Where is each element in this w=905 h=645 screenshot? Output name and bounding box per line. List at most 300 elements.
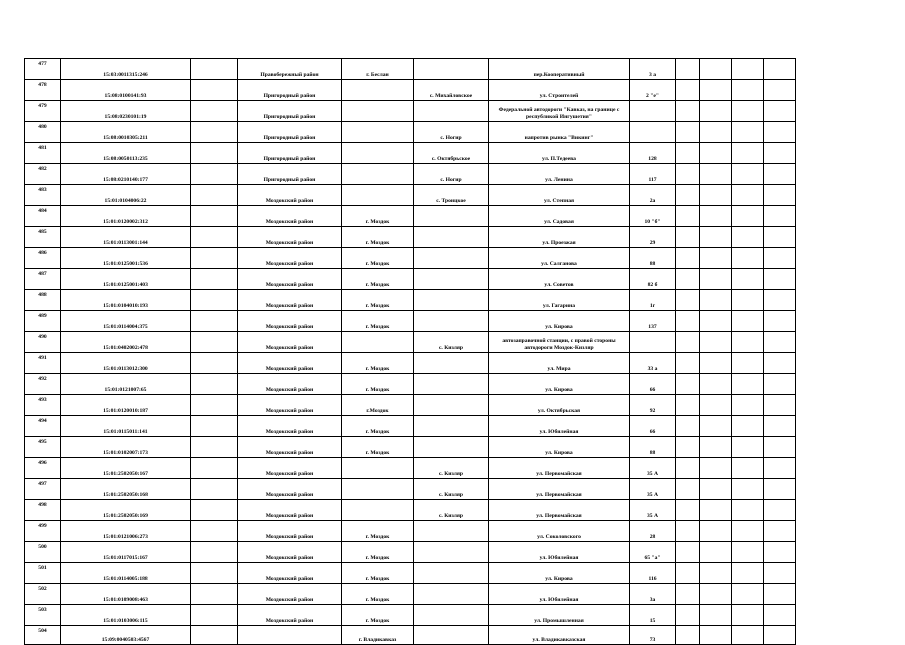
empty-cell — [676, 164, 700, 185]
table-row — [25, 311, 796, 332]
empty-cell — [764, 542, 796, 563]
empty-cell — [700, 479, 732, 500]
street-cell: ул. Кирова — [489, 437, 630, 458]
empty-cell — [191, 101, 238, 122]
house-number-cell: 35 А — [630, 479, 676, 500]
house-number-cell: 88 — [630, 437, 676, 458]
street-cell: автозаправочной станции, с правой стороны автодороги Моздок-Кизляр — [489, 332, 630, 353]
village-cell: с. Кизляр — [414, 500, 489, 521]
district-cell: Моздокский район — [238, 542, 342, 563]
cadastral-number-cell: 15:01:0115011:141 — [61, 416, 191, 437]
village-cell — [414, 437, 489, 458]
empty-cell — [191, 416, 238, 437]
empty-cell — [676, 374, 700, 395]
empty-cell — [676, 311, 700, 332]
district-cell: Моздокский район — [238, 206, 342, 227]
district-cell: Моздокский район — [238, 437, 342, 458]
cadastral-number-cell: 15:01:0103006:115 — [61, 605, 191, 626]
empty-cell — [732, 269, 764, 290]
empty-cell — [764, 353, 796, 374]
village-cell — [414, 227, 489, 248]
empty-cell — [676, 80, 700, 101]
city-cell: г. Моздок — [342, 353, 414, 374]
street-cell: ул. Советов — [489, 269, 630, 290]
house-number-cell: 3а — [630, 584, 676, 605]
empty-cell — [700, 206, 732, 227]
empty-cell — [732, 143, 764, 164]
empty-cell — [676, 395, 700, 416]
street-cell: ул. Юбилейная — [489, 542, 630, 563]
cadastral-number-cell: 15:01:0117015:167 — [61, 542, 191, 563]
empty-cell — [676, 626, 700, 645]
empty-cell — [676, 59, 700, 80]
empty-cell — [676, 122, 700, 143]
empty-cell — [700, 227, 732, 248]
village-cell: с. Кизляр — [414, 479, 489, 500]
row-number-cell: 482 — [25, 164, 61, 185]
table-row — [25, 122, 796, 143]
table-row — [25, 626, 796, 645]
empty-cell — [764, 185, 796, 206]
empty-cell — [764, 59, 796, 80]
empty-cell — [732, 332, 764, 353]
city-cell: г. Моздок — [342, 542, 414, 563]
street-cell: ул. Салганова — [489, 248, 630, 269]
empty-cell — [191, 374, 238, 395]
city-cell — [342, 458, 414, 479]
empty-cell — [700, 563, 732, 584]
row-number-cell: 493 — [25, 395, 61, 416]
empty-cell — [676, 185, 700, 206]
house-number-cell — [630, 332, 676, 353]
table-row — [25, 458, 796, 479]
empty-cell — [700, 311, 732, 332]
empty-cell — [732, 542, 764, 563]
empty-cell — [700, 500, 732, 521]
empty-cell — [764, 122, 796, 143]
village-cell — [414, 248, 489, 269]
street-cell: пер.Кооперативный — [489, 59, 630, 80]
city-cell — [342, 101, 414, 122]
street-cell: ул. Кирова — [489, 563, 630, 584]
cadastral-number-cell: 15:01:2502050:169 — [61, 500, 191, 521]
house-number-cell: 137 — [630, 311, 676, 332]
village-cell — [414, 395, 489, 416]
district-cell: Пригородный район — [238, 143, 342, 164]
empty-cell — [732, 479, 764, 500]
street-cell: ул. Садовая — [489, 206, 630, 227]
empty-cell — [764, 458, 796, 479]
empty-cell — [191, 143, 238, 164]
city-cell: г. Моздок — [342, 437, 414, 458]
table-row — [25, 521, 796, 542]
cadastral-number-cell: 15:08:0100141:93 — [61, 80, 191, 101]
empty-cell — [191, 227, 238, 248]
house-number-cell: 73 — [630, 626, 676, 645]
city-cell — [342, 185, 414, 206]
house-number-cell: 65 "а" — [630, 542, 676, 563]
district-cell: Моздокский район — [238, 269, 342, 290]
empty-cell — [191, 479, 238, 500]
cadastral-number-cell: 15:01:0104010:193 — [61, 290, 191, 311]
district-cell: Моздокский район — [238, 479, 342, 500]
empty-cell — [700, 185, 732, 206]
row-number-cell: 480 — [25, 122, 61, 143]
village-cell — [414, 563, 489, 584]
row-number-cell: 477 — [25, 59, 61, 80]
cadastral-number-cell: 15:01:2502050:167 — [61, 458, 191, 479]
row-number-cell: 494 — [25, 416, 61, 437]
empty-cell — [764, 143, 796, 164]
table-row — [25, 269, 796, 290]
city-cell: г. Беслан — [342, 59, 414, 80]
row-number-cell: 503 — [25, 605, 61, 626]
empty-cell — [191, 248, 238, 269]
empty-cell — [732, 80, 764, 101]
empty-cell — [191, 395, 238, 416]
house-number-cell: 82 б — [630, 269, 676, 290]
district-cell: Моздокский район — [238, 458, 342, 479]
village-cell — [414, 206, 489, 227]
district-cell: Моздокский район — [238, 227, 342, 248]
row-number-cell: 479 — [25, 101, 61, 122]
empty-cell — [191, 563, 238, 584]
table-row — [25, 416, 796, 437]
empty-cell — [764, 521, 796, 542]
row-number-cell: 491 — [25, 353, 61, 374]
street-cell: ул. Промышленная — [489, 605, 630, 626]
empty-cell — [732, 500, 764, 521]
empty-cell — [676, 248, 700, 269]
empty-cell — [764, 374, 796, 395]
table-row — [25, 395, 796, 416]
empty-cell — [676, 332, 700, 353]
district-cell: Моздокский район — [238, 353, 342, 374]
street-cell: ул. Мира — [489, 353, 630, 374]
house-number-cell: 10 "б" — [630, 206, 676, 227]
empty-cell — [764, 332, 796, 353]
empty-cell — [732, 164, 764, 185]
city-cell: г. Моздок — [342, 311, 414, 332]
city-cell: г. Моздок — [342, 227, 414, 248]
table-row — [25, 479, 796, 500]
empty-cell — [764, 605, 796, 626]
row-number-cell: 490 — [25, 332, 61, 353]
district-cell: Моздокский район — [238, 416, 342, 437]
city-cell: г. Моздок — [342, 416, 414, 437]
district-cell: Пригородный район — [238, 164, 342, 185]
table-row — [25, 605, 796, 626]
empty-cell — [732, 101, 764, 122]
district-cell: Моздокский район — [238, 605, 342, 626]
empty-cell — [191, 290, 238, 311]
empty-cell — [676, 416, 700, 437]
row-number-cell: 483 — [25, 185, 61, 206]
row-number-cell: 498 — [25, 500, 61, 521]
house-number-cell: 116 — [630, 563, 676, 584]
village-cell — [414, 311, 489, 332]
table-row — [25, 563, 796, 584]
village-cell — [414, 416, 489, 437]
empty-cell — [700, 269, 732, 290]
row-number-cell: 487 — [25, 269, 61, 290]
empty-cell — [676, 206, 700, 227]
street-cell: ул. Кирова — [489, 311, 630, 332]
empty-cell — [191, 122, 238, 143]
empty-cell — [191, 542, 238, 563]
city-cell: г. Моздок — [342, 521, 414, 542]
village-cell: с. Ногир — [414, 164, 489, 185]
empty-cell — [764, 206, 796, 227]
village-cell — [414, 521, 489, 542]
street-cell: ул. П.Тедеева — [489, 143, 630, 164]
row-number-cell: 478 — [25, 80, 61, 101]
empty-cell — [764, 584, 796, 605]
empty-cell — [191, 605, 238, 626]
empty-cell — [764, 227, 796, 248]
empty-cell — [732, 563, 764, 584]
district-cell: Моздокский район — [238, 185, 342, 206]
village-cell: с. Михайловское — [414, 80, 489, 101]
house-number-cell: 88 — [630, 248, 676, 269]
district-cell: Моздокский район — [238, 584, 342, 605]
house-number-cell: 117 — [630, 164, 676, 185]
table-row — [25, 353, 796, 374]
row-number-cell: 501 — [25, 563, 61, 584]
street-cell: ул. Проезжая — [489, 227, 630, 248]
village-cell — [414, 353, 489, 374]
city-cell — [342, 143, 414, 164]
cadastral-number-cell: 15:01:0113012:300 — [61, 353, 191, 374]
street-cell: ул. Строителей — [489, 80, 630, 101]
cadastral-number-cell: 15:01:0120002:312 — [61, 206, 191, 227]
empty-cell — [732, 395, 764, 416]
empty-cell — [676, 227, 700, 248]
city-cell: г. Моздок — [342, 269, 414, 290]
cadastral-number-cell: 15:01:0125001:536 — [61, 248, 191, 269]
table-row — [25, 164, 796, 185]
district-cell: Моздокский район — [238, 311, 342, 332]
empty-cell — [700, 395, 732, 416]
district-cell: Правобережный район — [238, 59, 342, 80]
table-row — [25, 542, 796, 563]
cadastral-number-cell: 15:08:0210140:177 — [61, 164, 191, 185]
street-cell: ул. Ленина — [489, 164, 630, 185]
empty-cell — [191, 185, 238, 206]
village-cell — [414, 101, 489, 122]
house-number-cell — [630, 101, 676, 122]
row-number-cell: 486 — [25, 248, 61, 269]
empty-cell — [191, 458, 238, 479]
empty-cell — [191, 206, 238, 227]
row-number-cell: 496 — [25, 458, 61, 479]
district-cell: Моздокский район — [238, 332, 342, 353]
empty-cell — [676, 458, 700, 479]
district-cell: Пригородный район — [238, 101, 342, 122]
village-cell — [414, 269, 489, 290]
cadastral-number-cell: 15:01:0121006:273 — [61, 521, 191, 542]
table-row — [25, 227, 796, 248]
empty-cell — [700, 353, 732, 374]
table-row — [25, 584, 796, 605]
empty-cell — [676, 563, 700, 584]
empty-cell — [700, 143, 732, 164]
cadastral-number-cell: 15:01:0104006:22 — [61, 185, 191, 206]
house-number-cell: 92 — [630, 395, 676, 416]
empty-cell — [732, 416, 764, 437]
empty-cell — [732, 206, 764, 227]
village-cell: с. Кизляр — [414, 332, 489, 353]
empty-cell — [764, 248, 796, 269]
city-cell — [342, 164, 414, 185]
row-number-cell: 484 — [25, 206, 61, 227]
village-cell — [414, 626, 489, 645]
empty-cell — [764, 269, 796, 290]
street-cell: напротив рынка "Викинг" — [489, 122, 630, 143]
street-cell: ул. Первомайская — [489, 479, 630, 500]
cadastral-number-cell: 15:01:0121007:65 — [61, 374, 191, 395]
house-number-cell: 66 — [630, 416, 676, 437]
village-cell — [414, 542, 489, 563]
house-number-cell: 35 А — [630, 500, 676, 521]
empty-cell — [676, 584, 700, 605]
cadastral-number-cell: 15:08:0230101:19 — [61, 101, 191, 122]
empty-cell — [676, 500, 700, 521]
house-number-cell: 66 — [630, 374, 676, 395]
street-cell: ул. Кирова — [489, 374, 630, 395]
empty-cell — [732, 605, 764, 626]
house-number-cell: 15 — [630, 605, 676, 626]
empty-cell — [732, 311, 764, 332]
empty-cell — [764, 101, 796, 122]
empty-cell — [764, 479, 796, 500]
row-number-cell: 489 — [25, 311, 61, 332]
village-cell — [414, 290, 489, 311]
street-cell: ул. Соколовского — [489, 521, 630, 542]
empty-cell — [732, 185, 764, 206]
empty-cell — [732, 248, 764, 269]
cadastral-number-cell: 15:01:0102007:173 — [61, 437, 191, 458]
house-number-cell: 29 — [630, 227, 676, 248]
district-cell: Пригородный район — [238, 80, 342, 101]
empty-cell — [700, 101, 732, 122]
row-number-cell: 499 — [25, 521, 61, 542]
street-cell: ул. Юбилейная — [489, 416, 630, 437]
table-row — [25, 290, 796, 311]
empty-cell — [191, 269, 238, 290]
cadastral-number-cell: 15:01:0113001:144 — [61, 227, 191, 248]
empty-cell — [676, 101, 700, 122]
empty-cell — [732, 458, 764, 479]
house-number-cell: 2 "е" — [630, 80, 676, 101]
empty-cell — [700, 290, 732, 311]
empty-cell — [700, 458, 732, 479]
empty-cell — [191, 164, 238, 185]
city-cell — [342, 80, 414, 101]
village-cell — [414, 584, 489, 605]
cadastral-number-cell: 15:01:0114004:375 — [61, 311, 191, 332]
empty-cell — [700, 374, 732, 395]
table-row — [25, 437, 796, 458]
row-number-cell: 495 — [25, 437, 61, 458]
empty-cell — [764, 500, 796, 521]
city-cell — [342, 500, 414, 521]
house-number-cell: 2а — [630, 185, 676, 206]
house-number-cell: 33 а — [630, 353, 676, 374]
table-row — [25, 143, 796, 164]
empty-cell — [732, 227, 764, 248]
house-number-cell: 1г — [630, 290, 676, 311]
house-number-cell: 28 — [630, 521, 676, 542]
empty-cell — [764, 164, 796, 185]
cadastral-number-cell: 15:03:0011315:246 — [61, 59, 191, 80]
village-cell — [414, 59, 489, 80]
village-cell — [414, 605, 489, 626]
city-cell: г. Моздок — [342, 605, 414, 626]
house-number-cell: 3 а — [630, 59, 676, 80]
empty-cell — [191, 584, 238, 605]
empty-cell — [700, 248, 732, 269]
empty-cell — [676, 437, 700, 458]
empty-cell — [676, 143, 700, 164]
row-number-cell: 497 — [25, 479, 61, 500]
empty-cell — [191, 332, 238, 353]
city-cell: г. Моздок — [342, 584, 414, 605]
district-cell: Моздокский район — [238, 248, 342, 269]
empty-cell — [700, 584, 732, 605]
street-cell: ул. Первомайская — [489, 458, 630, 479]
empty-cell — [700, 332, 732, 353]
cadastral-number-cell: 15:01:0114005:188 — [61, 563, 191, 584]
district-cell: Моздокский район — [238, 395, 342, 416]
empty-cell — [676, 353, 700, 374]
city-cell — [342, 479, 414, 500]
empty-cell — [732, 353, 764, 374]
city-cell: г.Моздок — [342, 395, 414, 416]
table-row — [25, 185, 796, 206]
table-row — [25, 80, 796, 101]
empty-cell — [764, 563, 796, 584]
empty-cell — [700, 59, 732, 80]
village-cell: с. Троицкое — [414, 185, 489, 206]
empty-cell — [191, 311, 238, 332]
row-number-cell: 492 — [25, 374, 61, 395]
table-row — [25, 59, 796, 80]
empty-cell — [764, 80, 796, 101]
city-cell — [342, 122, 414, 143]
cadastral-number-cell: 15:08:0010305:211 — [61, 122, 191, 143]
row-number-cell: 504 — [25, 626, 61, 645]
empty-cell — [191, 353, 238, 374]
empty-cell — [732, 521, 764, 542]
city-cell: г. Моздок — [342, 248, 414, 269]
table-body — [25, 59, 796, 645]
empty-cell — [676, 290, 700, 311]
row-number-cell: 502 — [25, 584, 61, 605]
empty-cell — [191, 500, 238, 521]
empty-cell — [700, 416, 732, 437]
district-cell — [238, 626, 342, 645]
empty-cell — [191, 626, 238, 645]
village-cell: с. Ногир — [414, 122, 489, 143]
empty-cell — [191, 521, 238, 542]
street-cell: Федеральной автодороги "Кавказ, на границе с республикой Ингушетия" — [489, 101, 630, 122]
cadastral-number-cell: 15:09:0040503:4567 — [61, 626, 191, 645]
data-table — [24, 58, 796, 645]
district-cell: Моздокский район — [238, 500, 342, 521]
house-number-cell: 128 — [630, 143, 676, 164]
empty-cell — [700, 542, 732, 563]
